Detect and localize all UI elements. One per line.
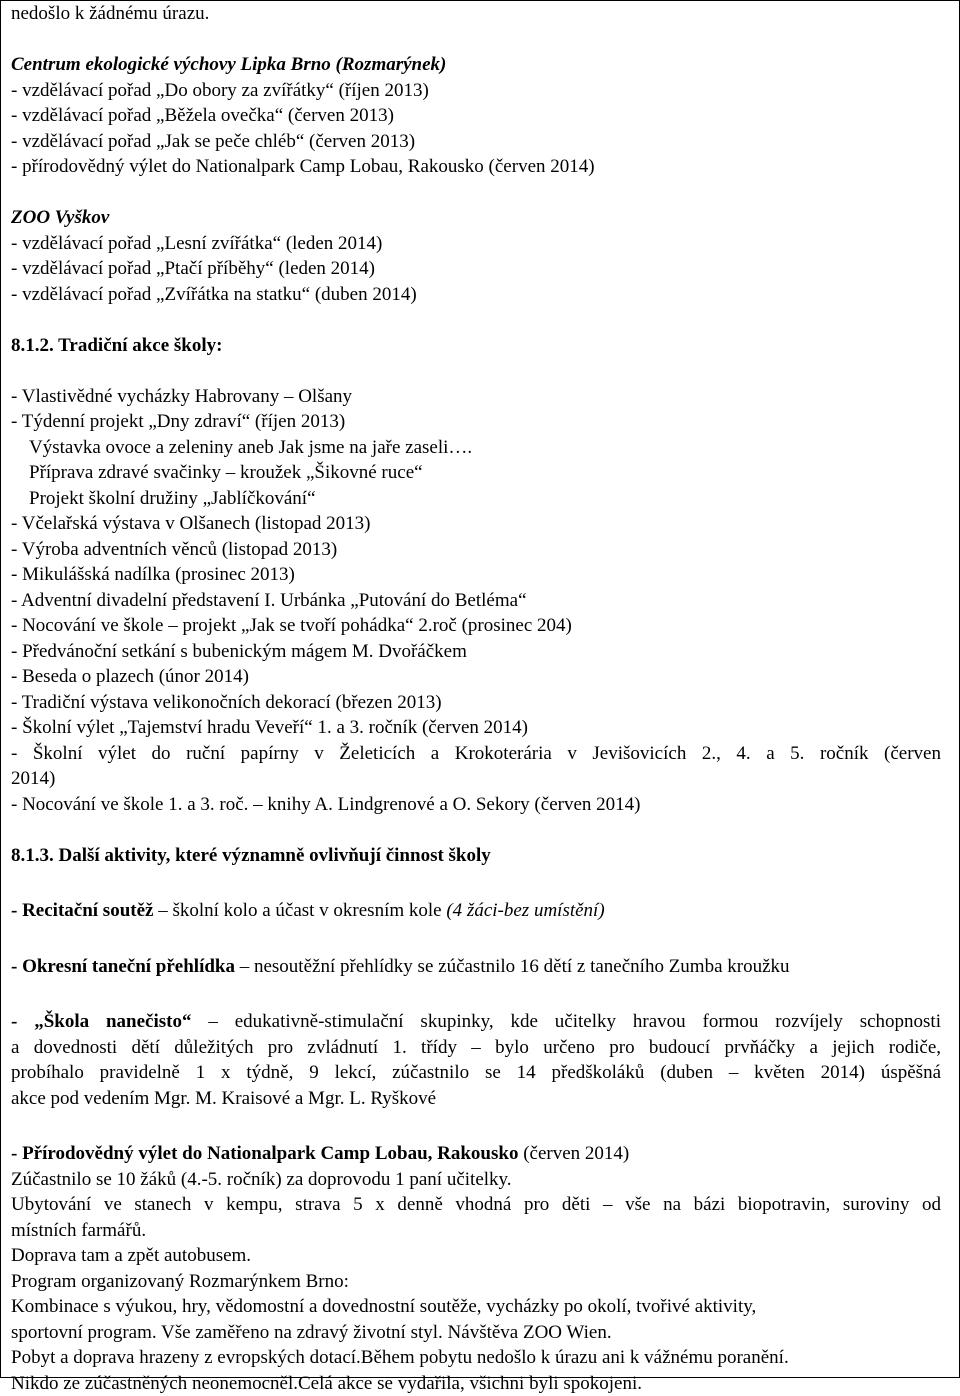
nanecisto-line: probíhalo pravidelně 1 x týdně, 9 lekcí, zúčastnilo se 14 předškoláků (duben – květen 2014) úspěšná xyxy=(11,1060,941,1086)
list-item: - vzdělávací pořad „Lesní zvířátka“ (leden 2014) xyxy=(11,231,941,257)
lobau-paragraph xyxy=(11,1141,941,1396)
recitacni-title: - Recitační soutěž xyxy=(11,900,153,921)
top-line: nedošlo k žádnému úrazu. xyxy=(11,1,941,27)
list-item: - Školní výlet do ruční papírny v Želeticích a Krokoterária v Jevišovicích 2., 4. a 5. ročník (červen xyxy=(11,741,941,767)
lobau-line: Nikdo ze zúčastněných neonemocněl.Celá akce se vydařila, všichni byli spokojeni. xyxy=(11,1371,941,1396)
recitacni-text: – školní kolo a účast v okresním kole xyxy=(153,900,446,921)
list-item: - Týdenní projekt „Dny zdraví“ (říjen 2013) xyxy=(11,409,941,435)
list-item: 2014) xyxy=(11,766,941,792)
recitacni-note: (4 žáci-bez umístění) xyxy=(446,900,604,921)
list-item: - vzdělávací pořad „Do obory za zvířátky“ (říjen 2013) xyxy=(11,78,941,104)
list-item: - přírodovědný výlet do Nationalpark Camp Lobau, Rakousko (červen 2014) xyxy=(11,154,941,180)
list-item: - Adventní divadelní představení I. Urbánka „Putování do Betléma“ xyxy=(11,588,941,614)
section-heading-813: 8.1.3. Další aktivity, které významně ovlivňují činnost školy xyxy=(11,843,941,869)
list-item: Příprava zdravé svačinky – kroužek „Šikovné ruce“ xyxy=(11,460,941,486)
list-item: - vzdělávací pořad „Ptačí příběhy“ (leden 2014) xyxy=(11,256,941,282)
list-item: - Výroba adventních věnců (listopad 2013) xyxy=(11,537,941,563)
list-item: Projekt školní družiny „Jablíčkování“ xyxy=(11,486,941,512)
list-item: - Včelařská výstava v Olšanech (listopad 2013) xyxy=(11,511,941,537)
lobau-line: místních farmářů. xyxy=(11,1218,941,1244)
list-item: - Předvánoční setkání s bubenickým mágem M. Dvořáčkem xyxy=(11,639,941,665)
document-content xyxy=(11,1,941,1396)
lobau-line: sportovní program. Vše zaměřeno na zdravý životní styl. Návštěva ZOO Wien. xyxy=(11,1320,941,1346)
nanecisto-line: – edukativně-stimulační skupinky, kde učitelky hravou formou rozvíjely schopnosti xyxy=(191,1011,941,1032)
lobau-date: (červen 2014) xyxy=(518,1143,629,1164)
list-item: - Školní výlet „Tajemství hradu Veveří“ 1. a 3. ročník (červen 2014) xyxy=(11,715,941,741)
zoo-heading: ZOO Vyškov xyxy=(11,205,941,231)
list-item: Výstavka ovoce a zeleniny aneb Jak jsme na jaře zaseli…. xyxy=(11,435,941,461)
list-item: - vzdělávací pořad „Běžela ovečka“ (červen 2013) xyxy=(11,103,941,129)
lobau-line: Kombinace s výukou, hry, vědomostní a dovednostní soutěže, vycházky po okolí, tvořivé aktivity, xyxy=(11,1294,941,1320)
lipka-heading: Centrum ekologické výchovy Lipka Brno (Rozmarýnek) xyxy=(11,52,941,78)
lobau-title: - Přírodovědný výlet do Nationalpark Camp Lobau, Rakousko xyxy=(11,1143,518,1164)
list-item: - Beseda o plazech (únor 2014) xyxy=(11,664,941,690)
list-item: - Nocování ve škole – projekt „Jak se tvoří pohádka“ 2.roč (prosinec 204) xyxy=(11,613,941,639)
list-item: - Mikulášská nadílka (prosinec 2013) xyxy=(11,562,941,588)
tradicni-section xyxy=(11,333,941,818)
list-item: - vzdělávací pořad „Jak se peče chléb“ (červen 2013) xyxy=(11,129,941,155)
tanecni-text: – nesoutěžní přehlídky se zúčastnilo 16 dětí z tanečního Zumba kroužku xyxy=(235,956,790,977)
section-heading-812: 8.1.2. Tradiční akce školy: xyxy=(11,333,941,359)
lobau-line: Program organizovaný Rozmarýnkem Brno: xyxy=(11,1269,941,1295)
lobau-line: Zúčastnilo se 10 žáků (4.-5. ročník) za doprovodu 1 paní učitelky. xyxy=(11,1167,941,1193)
nanecisto-line: a dovednosti dětí důležitých pro zvládnutí 1. třídy – bylo určeno pro budoucí prvňáčky a jejich rodiče, xyxy=(11,1035,941,1061)
tradicni-list xyxy=(11,384,941,818)
lobau-line: Doprava tam a zpět autobusem. xyxy=(11,1243,941,1269)
nanecisto-title: - „Škola nanečisto“ xyxy=(11,1011,191,1032)
lobau-line: Pobyt a doprava hrazeny z evropských dotací.Během pobytu nedošlo k úrazu ani k vážnému poranění. xyxy=(11,1345,941,1371)
nanecisto-paragraph xyxy=(11,1009,941,1111)
tanecni-title: - Okresní taneční přehlídka xyxy=(11,956,235,977)
lobau-line: Ubytování ve stanech v kempu, strava 5 x denně vhodná pro děti – vše na bázi biopotravin, suroviny od xyxy=(11,1192,941,1218)
dalsi-section xyxy=(11,843,941,1396)
list-item: - Tradiční výstava velikonočních dekorací (březen 2013) xyxy=(11,690,941,716)
list-item: - Vlastivědné vycházky Habrovany – Olšany xyxy=(11,384,941,410)
list-item: - Nocování ve škole 1. a 3. roč. – knihy A. Lindgrenové a O. Sekory (červen 2014) xyxy=(11,792,941,818)
zoo-section xyxy=(11,205,941,307)
tanecni-paragraph xyxy=(11,954,941,980)
recitacni-paragraph xyxy=(11,898,941,924)
nanecisto-line: akce pod vedením Mgr. M. Kraisové a Mgr. L. Ryškové xyxy=(11,1086,941,1112)
list-item: - vzdělávací pořad „Zvířátka na statku“ (duben 2014) xyxy=(11,282,941,308)
lipka-section xyxy=(11,52,941,180)
